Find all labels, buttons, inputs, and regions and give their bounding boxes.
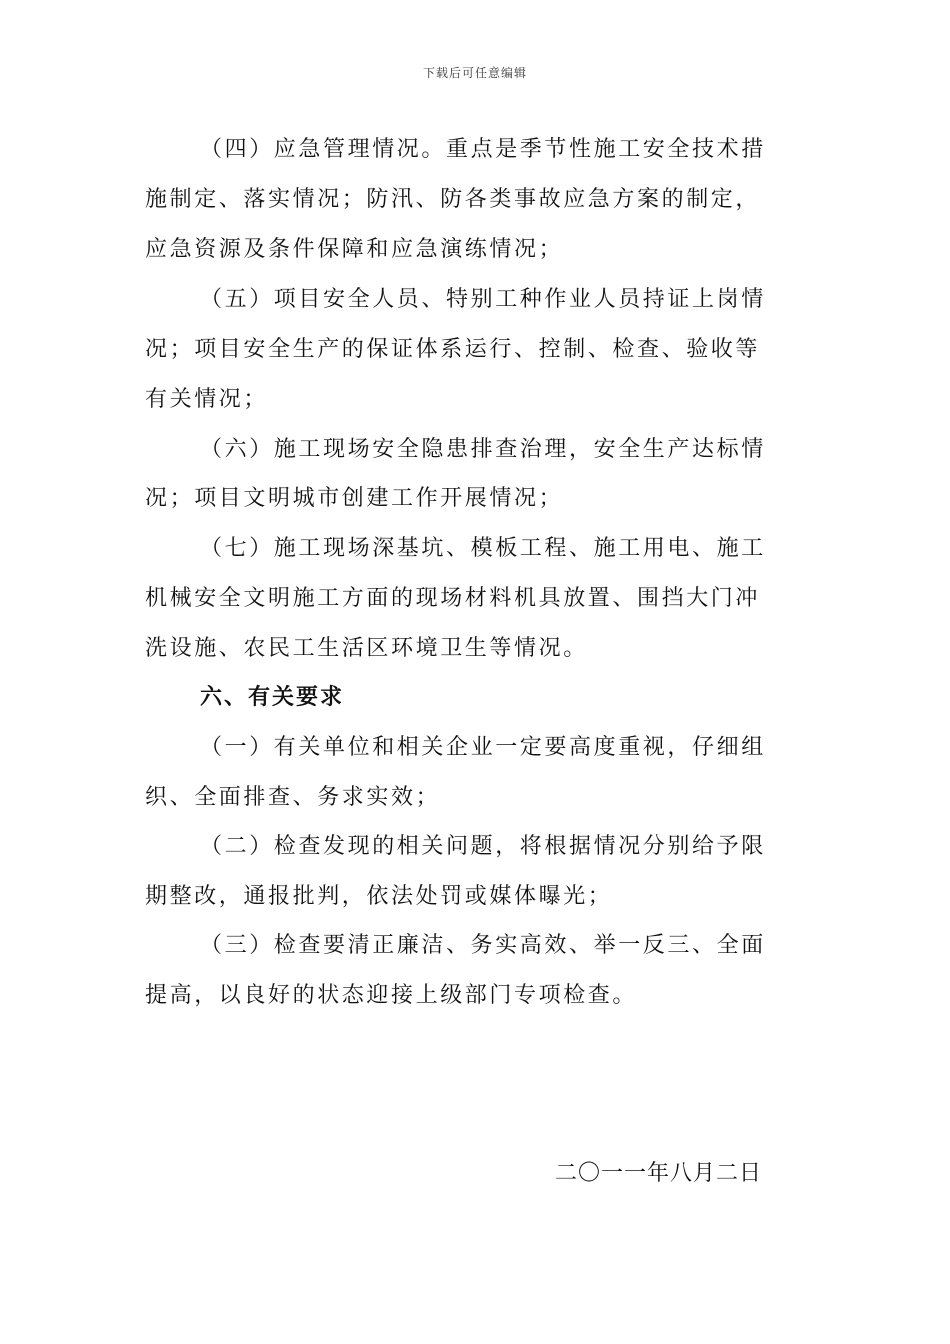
paragraph-line: 有关情况； [145,387,269,412]
paragraph-line: 织、全面排查、务求实效； [145,785,441,810]
paragraph-line: 提高，以良好的状态迎接上级部门专项检查。 [145,983,638,1008]
paragraph-line: （一）有关单位和相关企业一定要高度重视，仔细组 [200,735,766,760]
paragraph-line: （五）项目安全人员、特别工种作业人员持证上岗情 [200,287,766,312]
section-heading: 六、有关要求 [200,685,345,710]
paragraph-line: （六）施工现场安全隐患排查治理，安全生产达标情 [200,437,766,462]
document-date: 二〇一一年八月二日 [555,1161,763,1186]
paragraph-line: 期整改，通报批判，依法处罚或媒体曝光； [145,884,613,909]
paragraph-line: （三）检查要清正廉洁、务实高效、举一反三、全面 [200,933,766,958]
paragraph-line: （二）检查发现的相关问题，将根据情况分别给予限 [200,834,766,859]
paragraph-line: 机械安全文明施工方面的现场材料机具放置、围挡大门冲 [145,586,761,611]
paragraph-line: 施制定、落实情况；防汛、防各类事故应急方案的制定， [145,187,761,212]
page-header-note: 下载后可任意编辑 [422,66,527,80]
document-body [145,0,807,1344]
paragraph-line: 况；项目文明城市创建工作开展情况； [145,486,564,511]
paragraph-line: （四）应急管理情况。重点是季节性施工安全技术措 [200,137,766,162]
paragraph-line: 应急资源及条件保障和应急演练情况； [145,237,564,262]
paragraph-line: （七）施工现场深基坑、模板工程、施工用电、施工 [200,536,766,561]
paragraph-line: 况；项目安全生产的保证体系运行、控制、检查、验收等 [145,337,761,362]
paragraph-line: 洗设施、农民工生活区环境卫生等情况。 [145,636,588,661]
